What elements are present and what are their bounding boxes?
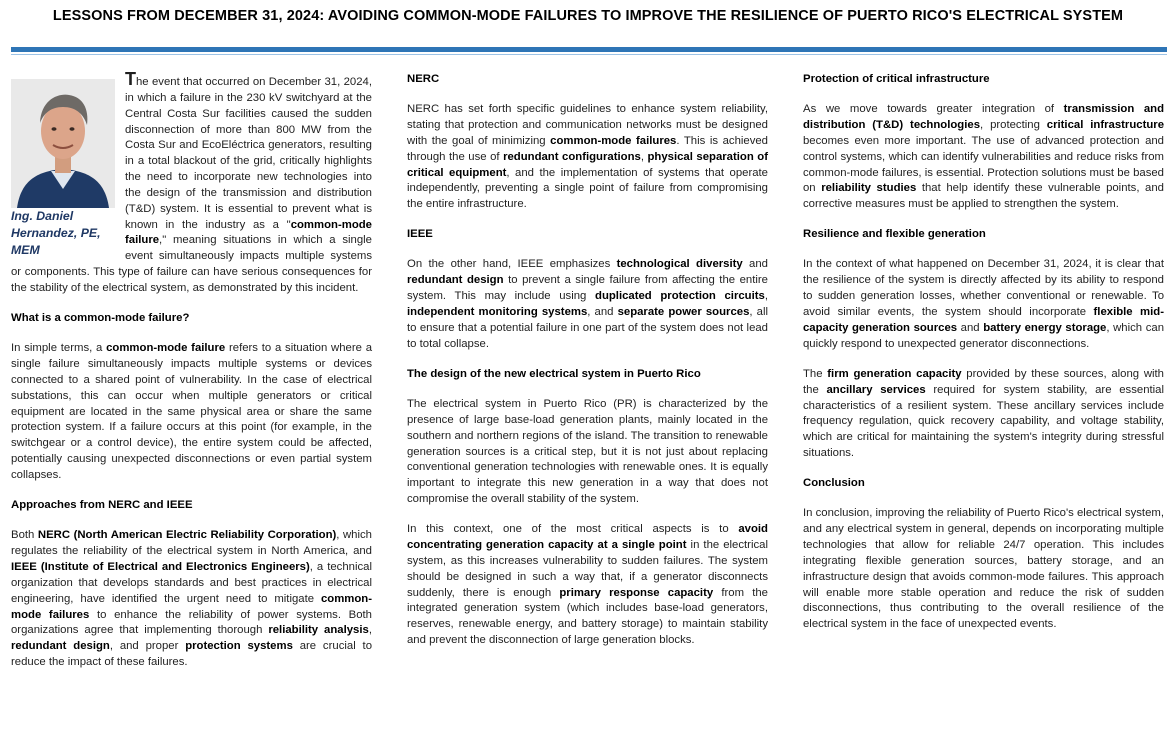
text-run: . This is achieved through the use of	[407, 134, 768, 163]
text-run: required for system stability, are essential characteristics of a resilient system. These ancillary services include frequency regulation, quick recovery capability, and voltage stability, which are critical for maintaining the system's integrity during stressful situations.	[803, 383, 1165, 460]
bold-text: transmission and distribution (T&D) technologies	[803, 103, 1164, 131]
text-run: , a technical organization that develops standards and best practices in electrical engineering, have identified the urgent need to mitigate	[11, 560, 372, 605]
column-1-content	[11, 311, 372, 671]
bold-text: common-mode failures	[550, 134, 677, 147]
paragraph	[11, 341, 372, 484]
text-run: refers to a situation where a single failure simultaneously impacts multiple systems or devices connected to a shared point of vulnerability. In the case of electrical substations, this can occur when multiple generators or critical equipment are located in the same physical area or share the same protection system. If a failure occurs at this point (for example, in the switchgear or a control device), the entire system could be affected, potentially causing unexpected disconnections or even partial system collapses.	[11, 342, 372, 481]
section-heading: Approaches from NERC and IEEE	[11, 499, 193, 512]
bold-text: reliability studies	[821, 182, 917, 195]
text-run: ,	[764, 290, 768, 303]
bold-text: independent monitoring systems	[407, 306, 588, 319]
bold-text: redundant configurations	[503, 150, 641, 163]
text-run: NERC has set forth specific guidelines to enhance system reliability, stating that protection and communication networks must be designed with the goal of minimizing	[407, 103, 768, 147]
column-3	[803, 72, 1164, 647]
paragraph	[803, 367, 1164, 462]
text-run: are crucial to reduce the impact of these failures.	[11, 640, 372, 669]
bold-text: avoid concentrating generation capacity at a single point	[407, 523, 768, 552]
text-run: In simple terms, a	[11, 342, 107, 355]
drop-cap: T	[125, 69, 136, 89]
text-run: Both	[11, 529, 38, 542]
text-run: On the other hand, IEEE emphasizes	[407, 258, 617, 271]
text-run: and	[957, 321, 984, 334]
bold-text: redundant design	[11, 640, 110, 653]
text-run: in the electrical system, as this increases vulnerability to sudden failures. The system should be designed in such a way that, if a generator disconnects suddenly, there is enough	[407, 539, 768, 599]
paragraph	[11, 528, 372, 671]
text-run: The electrical system in Puerto Rico (PR) is characterized by the presence of large base-load generation plants, mainly located in the southern and northern regions of the island. The transition to renewable generation sources is a critical step, but it is not just about replacing conventional generation technologies with renewable ones. It is equally important to integrate this new generation in a way that does not compromise the overall stability of the system.	[407, 397, 768, 506]
bold-text: ancillary services	[826, 383, 926, 396]
text-run: , protecting	[980, 118, 1047, 131]
text-run: ,	[368, 624, 372, 637]
bold-text: common-mode failures	[11, 592, 372, 621]
bold-text: common-mode failure	[106, 342, 226, 355]
text-run: to prevent a single failure from affecting the entire system. This may include using	[407, 274, 768, 303]
text-run: to enhance the reliability of power systems. Both organizations agree that implementing thorough	[11, 608, 372, 637]
paragraph	[407, 257, 768, 352]
text-run: and	[742, 258, 768, 271]
bold-text: primary response capacity	[559, 586, 714, 599]
bold-text: separate power sources	[617, 306, 750, 319]
title-divider-thin	[11, 54, 1167, 55]
text-run: , which can quickly respond to unexpected generator disconnections.	[803, 321, 1164, 350]
paragraph	[407, 102, 768, 213]
bold-text: IEEE (Institute of Electrical and Electronics Engineers)	[11, 560, 310, 573]
column-1	[11, 69, 372, 685]
paragraph	[803, 102, 1164, 213]
section-heading: Conclusion	[803, 477, 865, 490]
section-heading: What is a common-mode failure?	[11, 312, 190, 325]
text-run: from the integrated generation system (which includes base-load generators, reserves, renewable energy, and battery storage) to maintain stability and prevent the disconnection of large generation blocks.	[407, 586, 768, 647]
text-run: , all to ensure that a potential failure in one part of the system does not lead to total collapse.	[407, 306, 768, 350]
text-run: The	[803, 367, 828, 380]
bold-text: protection systems	[185, 640, 293, 653]
section-heading: Protection of critical infrastructure	[803, 73, 990, 85]
paragraph	[407, 522, 768, 649]
text-run: ," meaning situations in which a single event simultaneously impacts multiple systems or components. This type of failure can have serious consequences for the stability of the electrical system, as demonstrated by this incident.	[11, 234, 372, 294]
section-heading: NERC	[407, 73, 440, 85]
section-heading: Resilience and flexible generation	[803, 228, 986, 241]
bold-text: critical infrastructure	[1046, 118, 1165, 131]
text-run: provided by these sources, along with the	[803, 367, 1164, 396]
bold-text: flexible mid-capacity generation sources	[803, 306, 1165, 334]
bold-text: reliability analysis	[268, 624, 369, 637]
text-run: In the context of what happened on December 31, 2024, it is clear that the resilience of the system is directly affected by its ability to respond to sudden generation losses, whether conventional or renewable. To avoid similar events, the system should incorporate	[803, 258, 1164, 319]
text-run: , and the implementation of systems that operate independently, preventing a single point of failure from compromising the entire infrastructure.	[407, 166, 768, 211]
bold-text: firm generation capacity	[827, 367, 962, 380]
title-divider	[11, 47, 1167, 52]
section-heading: The design of the new electrical system in Puerto Rico	[407, 367, 701, 380]
bold-text: common-mode failure	[125, 218, 372, 247]
bold-text: battery energy storage	[983, 321, 1107, 334]
bold-text: NERC (North American Electric Reliability Corporation)	[37, 529, 337, 542]
bold-text: technological diversity	[616, 258, 743, 271]
author-portrait-icon	[11, 79, 115, 208]
paragraph	[803, 506, 1164, 633]
text-run: ,	[640, 150, 648, 163]
text-run: As we move towards greater integration of	[803, 103, 1064, 116]
bold-text: physical separation of critical equipment	[407, 150, 768, 179]
paragraph	[407, 397, 768, 508]
author-name: Ing. Daniel Hernandez, PE, MEM	[11, 209, 101, 257]
author-block	[11, 72, 119, 259]
article-title: LESSONS FROM DECEMBER 31, 2024: AVOIDING COMMON-MODE FAILURES TO IMPROVE THE RESILIENCE OF PUERTO RICO'S ELECTRICAL SYSTEM	[52, 8, 1124, 24]
text-run: , and	[587, 306, 618, 319]
column-2	[407, 72, 768, 663]
bold-text: duplicated protection circuits	[595, 290, 765, 303]
bold-text: redundant design	[407, 274, 504, 287]
text-run: In conclusion, improving the reliability of Puerto Rico's electrical system, and any electrical system in general, depends on incorporating multiple technologies that allow for reliable 24/7 operation. This includes integrating flexible generation sources, battery storage, and an infrastructure design that avoids common-mode failures. This approach will enable more stable operation and reduce the risk of sudden disconnections, thus contributing to the overall resilience of the electrical system in the face of unexpected events.	[803, 507, 1164, 631]
text-run: becomes even more important. The use of advanced protection and control systems, which can identify vulnerabilities and reduce risks from common-mode failures, is essential. Protection solutions must be based on	[803, 134, 1164, 195]
text-run: that help identify these vulnerable points, and corrective measures must be applied to strengthen the system.	[803, 182, 1164, 211]
paragraph	[803, 257, 1164, 352]
text-run: , which regulates the reliability of the electrical system in North America, and	[11, 529, 372, 558]
text-run: he event that occurred on December 31, 2024, in which a failure in the 230 kV switchyard at the Central Costa Sur facilities caused the sudden disconnection of more than 800 MW from the Costa Sur and EcoEléctrica generators, resulting in a total blackout of the grid, critically highlights the need to incorporate new technologies into the design of the transmission and distribution (T&D) system. It is essential to prevent what is known in the industry as a "	[125, 76, 372, 231]
section-heading: IEEE	[407, 228, 433, 241]
text-run: , and proper	[109, 640, 186, 653]
text-run: In this context, one of the most critical aspects is to	[407, 523, 739, 536]
